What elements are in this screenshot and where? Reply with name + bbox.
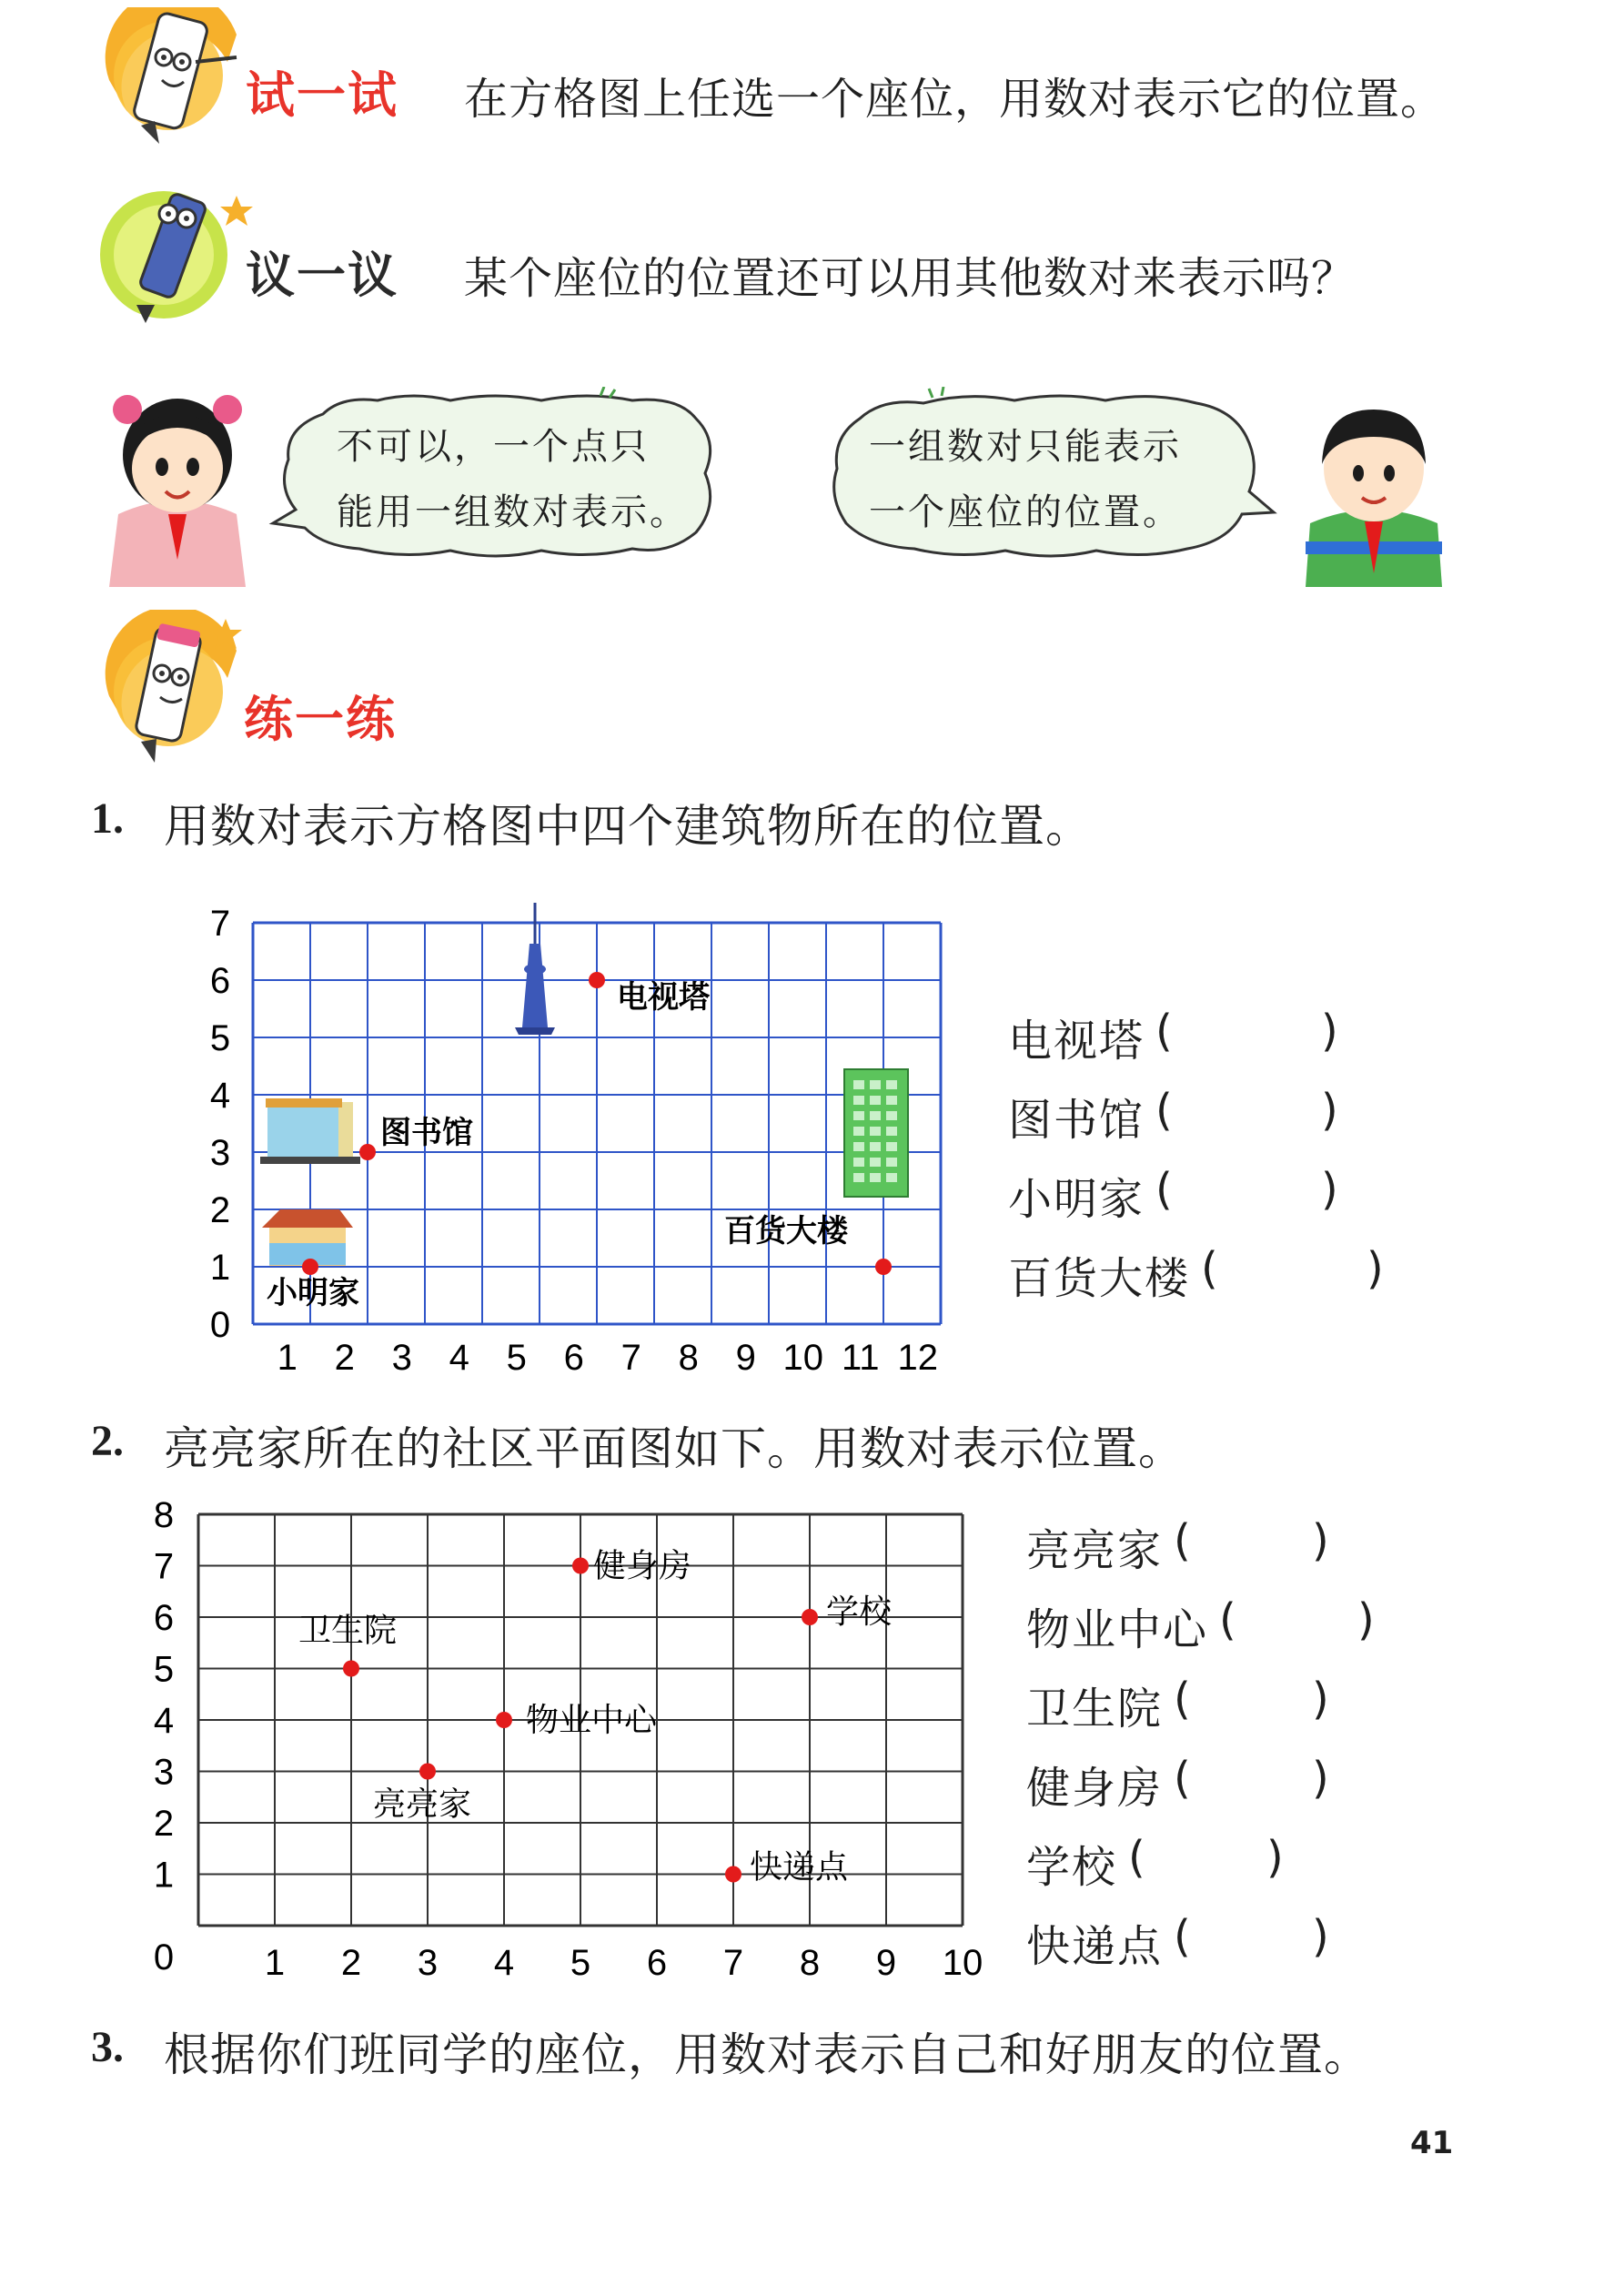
grid1-point [302,1259,318,1275]
grid2-point-label: 学校 [826,1593,893,1631]
grid2-answer-paren-open: ( [1128,1832,1147,1883]
girl-bubble-line2: 能用一组数对表示。 [337,491,689,533]
grid1-answer-label: 电视塔 [1008,1016,1145,1067]
home-icon [262,1209,353,1266]
grid2-answer-label: 快递点 [1026,1921,1164,1972]
try-text: 在方格图上任选一个座位，用数对表示它的位置。 [464,74,1446,125]
grid2-point [343,1661,359,1677]
grid1-answer-paren-open: ( [1155,1085,1175,1136]
boy-avatar [1296,387,1451,587]
grid2-answer-row [1026,1753,1481,1832]
grid1-x-tick: 1 [277,1338,298,1378]
grid2-x-tick: 6 [646,1943,668,1983]
grid1-y-tick: 5 [209,1018,231,1058]
grid2-answer-label: 物业中心 [1026,1604,1209,1655]
grid2-x-tick: 10 [942,1943,983,1983]
grid1-point [875,1259,892,1275]
q1-text: 用数对表示方格图中四个建筑物所在的位置。 [164,800,1092,853]
grid2-point [802,1609,818,1625]
grid2-answer-label: 亮亮家 [1026,1525,1164,1576]
discuss-title: 议一议 [246,247,398,304]
grid2-answer-paren-close: ) [1312,1515,1331,1566]
grid1-coordinate-grid [182,887,1001,1397]
grid2-origin-label: 0 [153,1937,175,1977]
grid2-answer-blank[interactable] [1203,1677,1312,1725]
grid1-x-tick: 5 [506,1338,527,1378]
grid2-answer-row [1026,1674,1481,1753]
grid1-y-tick: 6 [209,961,231,1001]
grid1-answer-label: 图书馆 [1008,1095,1145,1146]
grid1-answer-row [1008,1164,1463,1243]
grid1-x-tick: 6 [563,1338,584,1378]
grid2-x-tick: 5 [570,1943,591,1983]
practice-title: 练一练 [244,691,397,748]
grid1-x-tick: 12 [897,1338,939,1378]
grid1-y-tick: 2 [209,1190,231,1230]
grid1-point-label: 小明家 [267,1275,359,1311]
grid2-y-tick: 1 [153,1855,175,1896]
grid1-answer-paren-open: ( [1201,1243,1220,1294]
grid2-answer-label: 卫生院 [1026,1684,1164,1735]
grid1-y-tick: 4 [209,1076,231,1116]
grid2-answer-row [1026,1911,1481,1990]
grid2-x-tick: 9 [875,1943,897,1983]
girl-avatar [100,378,255,587]
grid2-answer-label: 学校 [1026,1842,1118,1893]
grid2-point [419,1764,436,1780]
try-section [91,0,1547,155]
grid1-point [359,1144,376,1160]
grid1-answer-paren-close: ) [1367,1243,1386,1294]
grid2-x-tick: 8 [799,1943,821,1983]
grid2-point-label: 快递点 [750,1848,849,1886]
boy-bubble-line1: 一组数对只能表示 [869,426,1182,468]
grid2-answer-paren-open: ( [1174,1753,1193,1804]
grid1-x-tick: 2 [334,1338,355,1378]
department-store-icon [844,1069,908,1197]
grid1-answer-paren-close: ) [1321,1164,1340,1215]
grid1-point-label: 图书馆 [380,1115,473,1151]
grid2-answer-paren-open: ( [1174,1515,1193,1566]
grid2-y-tick: 3 [153,1752,175,1793]
pencil-mascot-icon [91,7,250,148]
grid2-answer-row [1026,1832,1481,1911]
grid1-x-tick: 4 [449,1338,469,1378]
grid2-answer-paren-close: ) [1312,1753,1331,1804]
q2-text: 亮亮家所在的社区平面图如下。用数对表示位置。 [164,1422,1185,1475]
grid1-point-label: 电视塔 [617,979,710,1016]
grid2-answer-paren-close: ) [1357,1594,1377,1645]
grid1-answer-blank[interactable] [1185,1088,1321,1136]
grid1-answer-label: 小明家 [1008,1174,1145,1225]
boy-bubble-text [869,414,1182,545]
grid2-point-label: 卫生院 [298,1612,398,1650]
grid1-x-tick: 9 [735,1338,756,1378]
grid2-answer-blank[interactable] [1203,1915,1312,1962]
grid2-x-tick: 1 [264,1943,286,1983]
discuss-text: 某个座位的位置还可以用其他数对来表示吗？ [464,253,1357,304]
pencil-mascot-icon [91,610,250,764]
grid2-answer-row [1026,1594,1481,1674]
grid2-y-tick: 7 [153,1546,175,1587]
grid2-point [725,1866,741,1883]
grid2-point-label: 物业中心 [526,1702,658,1739]
grid2-point-label: 健身房 [593,1547,692,1585]
grid1-answer-paren-close: ) [1321,1006,1340,1057]
grid1-y-tick: 1 [209,1248,231,1288]
grid1-point-label: 百货大楼 [724,1213,848,1249]
grid1-answer-blank[interactable] [1185,1168,1321,1215]
grid1-origin-label: 0 [209,1305,231,1345]
grid1-answer-paren-close: ) [1321,1085,1340,1136]
girl-bubble-line1: 不可以，一个点只 [337,426,650,468]
grid2-answer-blank[interactable] [1203,1519,1312,1566]
discuss-section [91,177,1547,332]
page-number: 41 [1410,2125,1454,2161]
grid1-x-tick: 7 [620,1338,641,1378]
q2-number: 2. [91,1417,124,1465]
pencil-mascot-icon [91,177,255,328]
grid2-answer-blank[interactable] [1157,1836,1266,1883]
library-icon [260,1098,360,1164]
grid2-answer-blank[interactable] [1248,1598,1357,1645]
grid2-x-tick: 7 [722,1943,744,1983]
grid2-answer-blank[interactable] [1203,1756,1312,1804]
q3-text: 根据你们班同学的座位，用数对表示自己和好朋友的位置。 [164,2028,1370,2081]
grid1-point [589,972,605,988]
grid2-x-tick: 4 [493,1943,515,1983]
q1-number: 1. [91,794,124,843]
grid2-x-tick: 3 [417,1943,439,1983]
q3-number: 3. [91,2023,124,2071]
grid2-answer-paren-open: ( [1174,1674,1193,1725]
try-title: 试一试 [246,66,398,124]
grid1-x-tick: 8 [678,1338,699,1378]
grid2-answer-paren-open: ( [1174,1911,1193,1962]
grid2-answer-paren-close: ) [1312,1911,1331,1962]
grid2-y-tick: 5 [153,1649,175,1690]
grid1-y-tick: 3 [209,1133,231,1173]
grid2-y-tick: 2 [153,1804,175,1844]
grid2-answer-label: 健身房 [1026,1763,1164,1814]
grid2-x-tick: 2 [340,1943,362,1983]
practice-section [91,610,637,774]
grid1-x-tick: 11 [842,1338,880,1378]
grid1-answer-row [1008,1243,1463,1322]
grid1-x-tick: 10 [782,1338,824,1378]
girl-bubble-text [337,414,689,545]
grid2-point [496,1712,512,1728]
grid1-answer-paren-open: ( [1155,1006,1175,1057]
grid2-answer-row [1026,1515,1481,1594]
grid2-point-label: 亮亮家 [373,1785,472,1824]
grid2-answer-paren-close: ) [1312,1674,1331,1725]
grid1-y-tick: 7 [209,904,231,944]
grid2-answer-paren-close: ) [1266,1832,1286,1883]
grid1-answer-paren-open: ( [1155,1164,1175,1215]
grid2-y-tick: 4 [153,1701,175,1741]
grid1-answer-blank[interactable] [1185,1009,1321,1057]
grid1-x-tick: 3 [391,1338,412,1378]
grid2-point [572,1558,589,1574]
grid1-answer-row [1008,1006,1463,1085]
grid2-y-tick: 6 [153,1598,175,1638]
grid1-answer-blank[interactable] [1230,1247,1367,1294]
boy-bubble-line2: 一个座位的位置。 [869,491,1182,533]
grid1-answer-row [1008,1085,1463,1164]
grid2-answer-paren-open: ( [1219,1594,1238,1645]
grid1-answer-label: 百货大楼 [1008,1253,1191,1304]
grid2-y-tick: 8 [153,1495,175,1535]
grid2-coordinate-grid [146,1492,1001,1993]
